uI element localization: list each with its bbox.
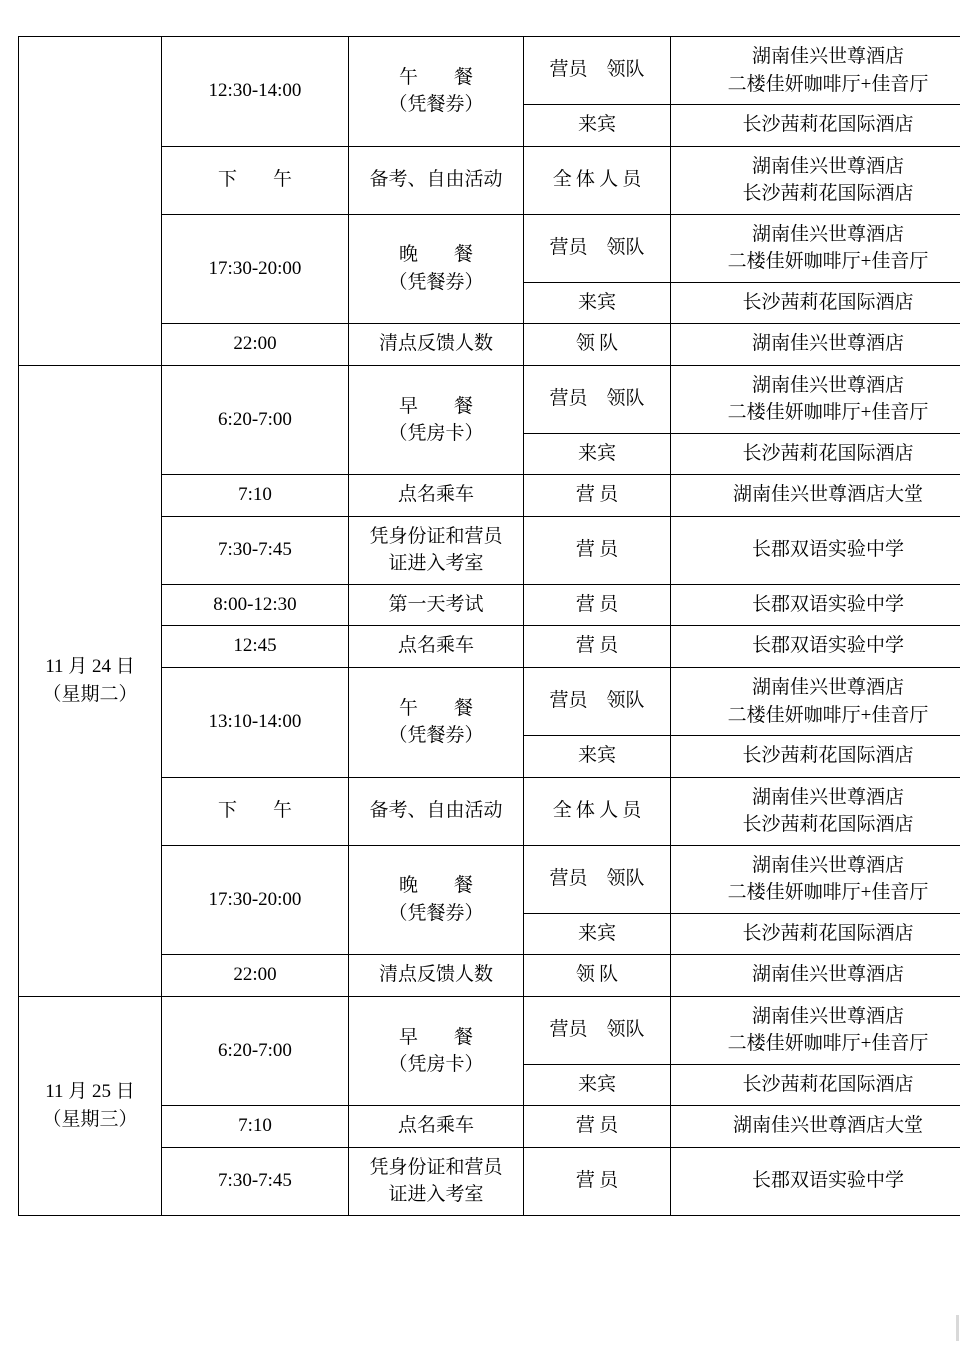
date-cell-1124	[19, 365, 162, 996]
schedule-table	[18, 36, 960, 1216]
place-cell: 长郡双语实验中学	[671, 1147, 960, 1215]
people-cell	[524, 146, 671, 214]
table-row	[19, 996, 960, 1064]
place-line1: 湖南佳兴世尊酒店	[751, 223, 904, 245]
place-line2: 二楼佳妍咖啡厅+佳音厅	[727, 251, 929, 273]
activity-cell: 第一天考试	[349, 584, 524, 626]
time-text: 下 午	[217, 799, 301, 821]
people-text: 营员	[575, 484, 623, 506]
activity-line1: 晚 餐	[398, 875, 482, 897]
time-cell: 7:10	[162, 1106, 349, 1148]
place-cell: 长郡双语实验中学	[671, 584, 960, 626]
place-line2: 二楼佳妍咖啡厅+佳音厅	[727, 882, 929, 904]
time-cell: 6:20-7:00	[162, 996, 349, 1106]
people-text: 全体人员	[552, 799, 646, 821]
people-cell: 来宾	[524, 1064, 671, 1106]
time-cell: 12:30-14:00	[162, 37, 349, 147]
activity-line2: （凭餐券）	[388, 94, 484, 116]
people-cell: 来宾	[524, 433, 671, 475]
activity-cell	[349, 37, 524, 147]
people-cell	[524, 475, 671, 517]
activity-cell	[349, 365, 524, 475]
place-line1: 湖南佳兴世尊酒店	[751, 676, 904, 698]
people-cell	[524, 1147, 671, 1215]
activity-line1: 晚 餐	[398, 244, 482, 266]
place-cell	[671, 37, 960, 105]
place-cell	[671, 146, 960, 214]
people-cell	[524, 777, 671, 845]
people-cell: 营员 领队	[524, 214, 671, 282]
place-cell	[671, 214, 960, 282]
place-cell: 湖南佳兴世尊酒店	[671, 955, 960, 997]
activity-line2: （凭餐券）	[388, 902, 484, 924]
time-cell: 8:00-12:30	[162, 584, 349, 626]
activity-line2: （凭房卡）	[388, 1054, 484, 1076]
activity-line2: 证进入考室	[388, 553, 484, 575]
place-cell	[671, 996, 960, 1064]
place-cell: 长沙茜莉花国际酒店	[671, 433, 960, 475]
activity-line1: 凭身份证和营员	[369, 525, 503, 547]
date-cell-continued	[19, 37, 162, 366]
people-cell	[524, 626, 671, 668]
time-cell: 7:30-7:45	[162, 516, 349, 584]
time-cell: 12:45	[162, 626, 349, 668]
people-text: 营员	[575, 1170, 623, 1192]
place-line1: 湖南佳兴世尊酒店	[751, 786, 904, 808]
place-cell	[671, 667, 960, 735]
activity-cell: 点名乘车	[349, 626, 524, 668]
place-line2: 二楼佳妍咖啡厅+佳音厅	[727, 704, 929, 726]
place-cell: 长沙茜莉花国际酒店	[671, 736, 960, 778]
date-line1: 11 月 24 日	[45, 656, 135, 678]
activity-line2: （凭房卡）	[388, 423, 484, 445]
time-cell: 22:00	[162, 324, 349, 366]
time-cell: 7:10	[162, 475, 349, 517]
activity-line2: （凭餐券）	[388, 271, 484, 293]
activity-line2: （凭餐券）	[388, 725, 484, 747]
place-line2: 二楼佳妍咖啡厅+佳音厅	[727, 1033, 929, 1055]
time-cell: 17:30-20:00	[162, 214, 349, 324]
date-line2: （星期二）	[42, 683, 138, 705]
time-cell: 13:10-14:00	[162, 667, 349, 777]
people-cell	[524, 955, 671, 997]
time-cell	[162, 146, 349, 214]
place-line1: 湖南佳兴世尊酒店	[751, 1005, 904, 1027]
time-cell: 6:20-7:00	[162, 365, 349, 475]
activity-line1: 早 餐	[398, 1026, 482, 1048]
place-line1: 湖南佳兴世尊酒店	[751, 155, 904, 177]
place-cell	[671, 777, 960, 845]
people-text: 营员	[575, 1115, 623, 1137]
date-line2: （星期三）	[42, 1108, 138, 1130]
page-edge-mark	[956, 1315, 959, 1341]
people-cell	[524, 1106, 671, 1148]
date-cell-1125	[19, 996, 162, 1215]
place-line2: 二楼佳妍咖啡厅+佳音厅	[727, 402, 929, 424]
place-cell: 长沙茜莉花国际酒店	[671, 913, 960, 955]
people-text: 营员	[575, 635, 623, 657]
place-cell: 湖南佳兴世尊酒店	[671, 324, 960, 366]
date-line1: 11 月 25 日	[45, 1081, 135, 1103]
table-row	[19, 37, 960, 105]
activity-cell	[349, 1147, 524, 1215]
activity-cell	[349, 845, 524, 955]
table-row	[19, 365, 960, 433]
activity-cell: 点名乘车	[349, 1106, 524, 1148]
people-text: 领队	[575, 333, 623, 355]
activity-cell	[349, 667, 524, 777]
people-cell: 来宾	[524, 913, 671, 955]
activity-cell	[349, 516, 524, 584]
people-cell: 营员 领队	[524, 365, 671, 433]
activity-cell	[349, 214, 524, 324]
activity-line2: 证进入考室	[388, 1184, 484, 1206]
place-line1: 湖南佳兴世尊酒店	[751, 374, 904, 396]
place-cell	[671, 845, 960, 913]
time-cell: 7:30-7:45	[162, 1147, 349, 1215]
time-cell: 22:00	[162, 955, 349, 997]
people-text: 全体人员	[552, 168, 646, 190]
time-cell: 17:30-20:00	[162, 845, 349, 955]
place-line2: 长沙茜莉花国际酒店	[742, 814, 914, 836]
activity-line1: 午 餐	[398, 66, 482, 88]
time-cell	[162, 777, 349, 845]
place-cell: 湖南佳兴世尊酒店大堂	[671, 1106, 960, 1148]
activity-cell: 清点反馈人数	[349, 955, 524, 997]
place-cell: 长沙茜莉花国际酒店	[671, 1064, 960, 1106]
people-cell: 营员 领队	[524, 996, 671, 1064]
activity-line1: 早 餐	[398, 395, 482, 417]
people-cell: 营员 领队	[524, 37, 671, 105]
people-cell: 营员 领队	[524, 667, 671, 735]
time-text: 下 午	[217, 168, 301, 190]
people-text: 营员	[575, 539, 623, 561]
people-cell: 来宾	[524, 105, 671, 147]
people-cell	[524, 324, 671, 366]
place-cell: 长沙茜莉花国际酒店	[671, 282, 960, 324]
place-cell: 长郡双语实验中学	[671, 626, 960, 668]
place-line1: 湖南佳兴世尊酒店	[751, 46, 904, 67]
activity-cell	[349, 996, 524, 1106]
place-line1: 湖南佳兴世尊酒店	[751, 854, 904, 876]
place-cell: 长郡双语实验中学	[671, 516, 960, 584]
people-cell: 来宾	[524, 736, 671, 778]
place-cell	[671, 365, 960, 433]
activity-cell: 点名乘车	[349, 475, 524, 517]
place-line2: 二楼佳妍咖啡厅+佳音厅	[727, 73, 929, 95]
activity-cell: 备考、自由活动	[349, 146, 524, 214]
place-line2: 长沙茜莉花国际酒店	[742, 183, 914, 205]
activity-cell: 备考、自由活动	[349, 777, 524, 845]
place-cell: 长沙茜莉花国际酒店	[671, 105, 960, 147]
people-cell	[524, 516, 671, 584]
people-cell: 来宾	[524, 282, 671, 324]
activity-cell: 清点反馈人数	[349, 324, 524, 366]
place-cell: 湖南佳兴世尊酒店大堂	[671, 475, 960, 517]
activity-line1: 午 餐	[398, 697, 482, 719]
people-cell: 营员 领队	[524, 845, 671, 913]
activity-line1: 凭身份证和营员	[369, 1156, 503, 1178]
people-text: 营员	[575, 593, 623, 615]
people-text: 领队	[575, 964, 623, 986]
people-cell	[524, 584, 671, 626]
